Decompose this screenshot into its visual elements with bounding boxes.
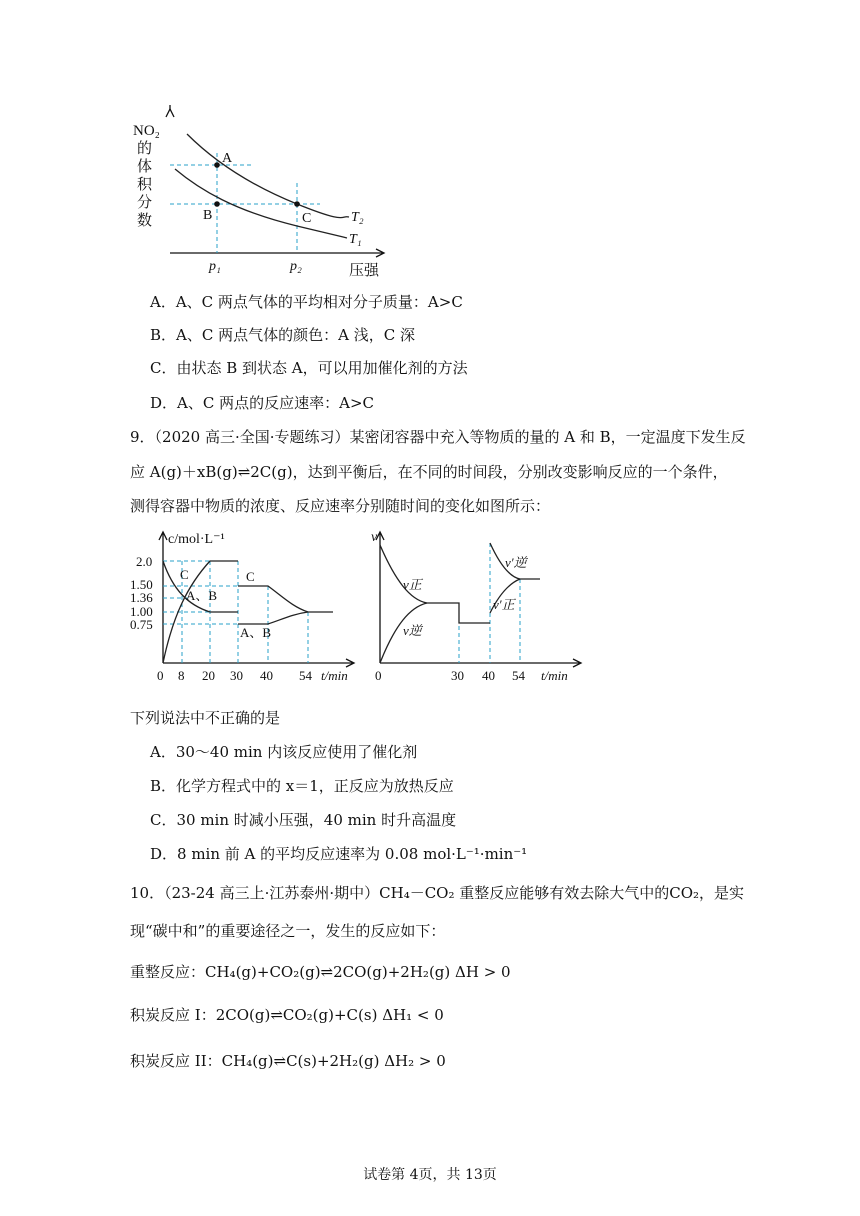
y-label-4: 积 bbox=[137, 177, 153, 193]
q9-stem-line3: 测得容器中物质的浓度、反应速率分别随时间的变化如图所示： bbox=[130, 497, 551, 515]
q9-question: 下列说法中不正确的是 bbox=[130, 709, 281, 727]
rate-figure bbox=[365, 525, 590, 690]
label-a: A bbox=[222, 151, 233, 166]
q10-stem-line2: 现“碳中和”的重要途径之一，发生的反应如下： bbox=[130, 922, 446, 940]
y-tick-1-50: 1.50 bbox=[130, 577, 153, 592]
label-v-reverse-prime: v′逆 bbox=[505, 555, 527, 570]
x-tick-30: 30 bbox=[230, 668, 243, 683]
q8-option-c: C．由状态 B 到状态 A，可以用加催化剂的方法 bbox=[150, 359, 468, 377]
point-c bbox=[294, 201, 300, 207]
y-label-1: NO₂ bbox=[133, 123, 160, 139]
label-c-1: C bbox=[180, 567, 189, 582]
q8-option-d: D．A、C 两点的反应速率：A>C bbox=[150, 394, 374, 412]
point-a bbox=[214, 162, 220, 168]
label-c-2: C bbox=[246, 569, 255, 584]
y-label: c/mol·L⁻¹ bbox=[168, 532, 225, 547]
x-tick-40: 40 bbox=[260, 668, 273, 683]
y-label-5: 分 bbox=[137, 195, 153, 211]
x-label: 压强 bbox=[349, 263, 380, 279]
q9-stem-line2: 应 A(g)＋xB(g)⇌2C(g)，达到平衡后，在不同的时间段，分别改变影响反应的一个条件， bbox=[130, 463, 728, 481]
label-v-forward-prime: v′正 bbox=[493, 597, 515, 612]
x-tick-40: 40 bbox=[482, 668, 495, 683]
x-tick-20: 20 bbox=[202, 668, 215, 683]
x-tick-8: 8 bbox=[178, 668, 185, 683]
point-b bbox=[214, 201, 220, 207]
x-tick-0: 0 bbox=[375, 668, 382, 683]
label-v-reverse: v逆 bbox=[403, 623, 422, 638]
page-footer: 试卷第 4页，共 13页 bbox=[363, 1167, 497, 1183]
concentration-figure bbox=[128, 525, 358, 690]
x-label: t/min bbox=[541, 668, 568, 683]
label-b: B bbox=[203, 208, 213, 223]
y-tick-0-75: 0.75 bbox=[130, 617, 153, 632]
y-label-2: 的 bbox=[137, 141, 153, 157]
q9-option-a: A．30～40 min 内该反应使用了催化剂 bbox=[150, 743, 418, 761]
label-v-forward: v正 bbox=[403, 577, 422, 592]
label-t1: T₁ bbox=[349, 232, 362, 247]
q9-stem-line1: 9．（2020 高三·全国·专题练习）某密闭容器中充入等物质的量的 A 和 B，一定温度下发生反 bbox=[130, 428, 746, 446]
y-tick-1-00: 1.00 bbox=[130, 604, 153, 619]
label-ab-2: A、B bbox=[240, 625, 272, 640]
x-tick-54: 54 bbox=[299, 668, 312, 683]
q8-option-b: B．A、C 两点气体的颜色：A 浅，C 深 bbox=[150, 326, 415, 344]
q9-option-c: C．30 min 时减小压强，40 min 时升高温度 bbox=[150, 811, 457, 829]
q10-reaction-1: 重整反应：CH₄(g)+CO₂(g)⇌2CO(g)+2H₂(g) ΔH > 0 bbox=[130, 963, 511, 981]
y-label-3: 体 bbox=[137, 159, 153, 175]
x-tick-54: 54 bbox=[512, 668, 525, 683]
y-label: v bbox=[371, 530, 378, 545]
x-label: t/min bbox=[321, 668, 348, 683]
q10-reaction-2: 积炭反应 I：2CO(g)⇌CO₂(g)+C(s) ΔH₁ < 0 bbox=[130, 1006, 444, 1024]
x-tick-30: 30 bbox=[451, 668, 464, 683]
x-tick-0: 0 bbox=[157, 668, 164, 683]
no2-fraction-figure bbox=[125, 105, 395, 280]
y-label-6: 数 bbox=[137, 213, 153, 229]
tick-p2: p₂ bbox=[290, 259, 302, 274]
curve-t2 bbox=[187, 134, 349, 218]
label-c: C bbox=[302, 211, 312, 226]
q10-stem-line1: 10．（23-24 高三上·江苏泰州·期中）CH₄－CO₂ 重整反应能够有效去除大气中的CO₂，是实 bbox=[130, 884, 745, 902]
label-ab-1: A、B bbox=[186, 588, 218, 603]
y-tick-1-36: 1.36 bbox=[130, 590, 153, 605]
q10-reaction-3: 积炭反应 II：CH₄(g)⇌C(s)+2H₂(g) ΔH₂ > 0 bbox=[130, 1052, 446, 1070]
label-t2: T₂ bbox=[351, 210, 364, 225]
q9-option-b: B．化学方程式中的 x＝1，正反应为放热反应 bbox=[150, 777, 454, 795]
q8-option-a: A．A、C 两点气体的平均相对分子质量：A>C bbox=[150, 293, 463, 311]
tick-p1: p₁ bbox=[209, 259, 221, 274]
q9-option-d: D．8 min 前 A 的平均反应速率为 0.08 mol·L⁻¹·min⁻¹ bbox=[150, 845, 528, 863]
y-tick-2-0: 2.0 bbox=[136, 554, 153, 569]
